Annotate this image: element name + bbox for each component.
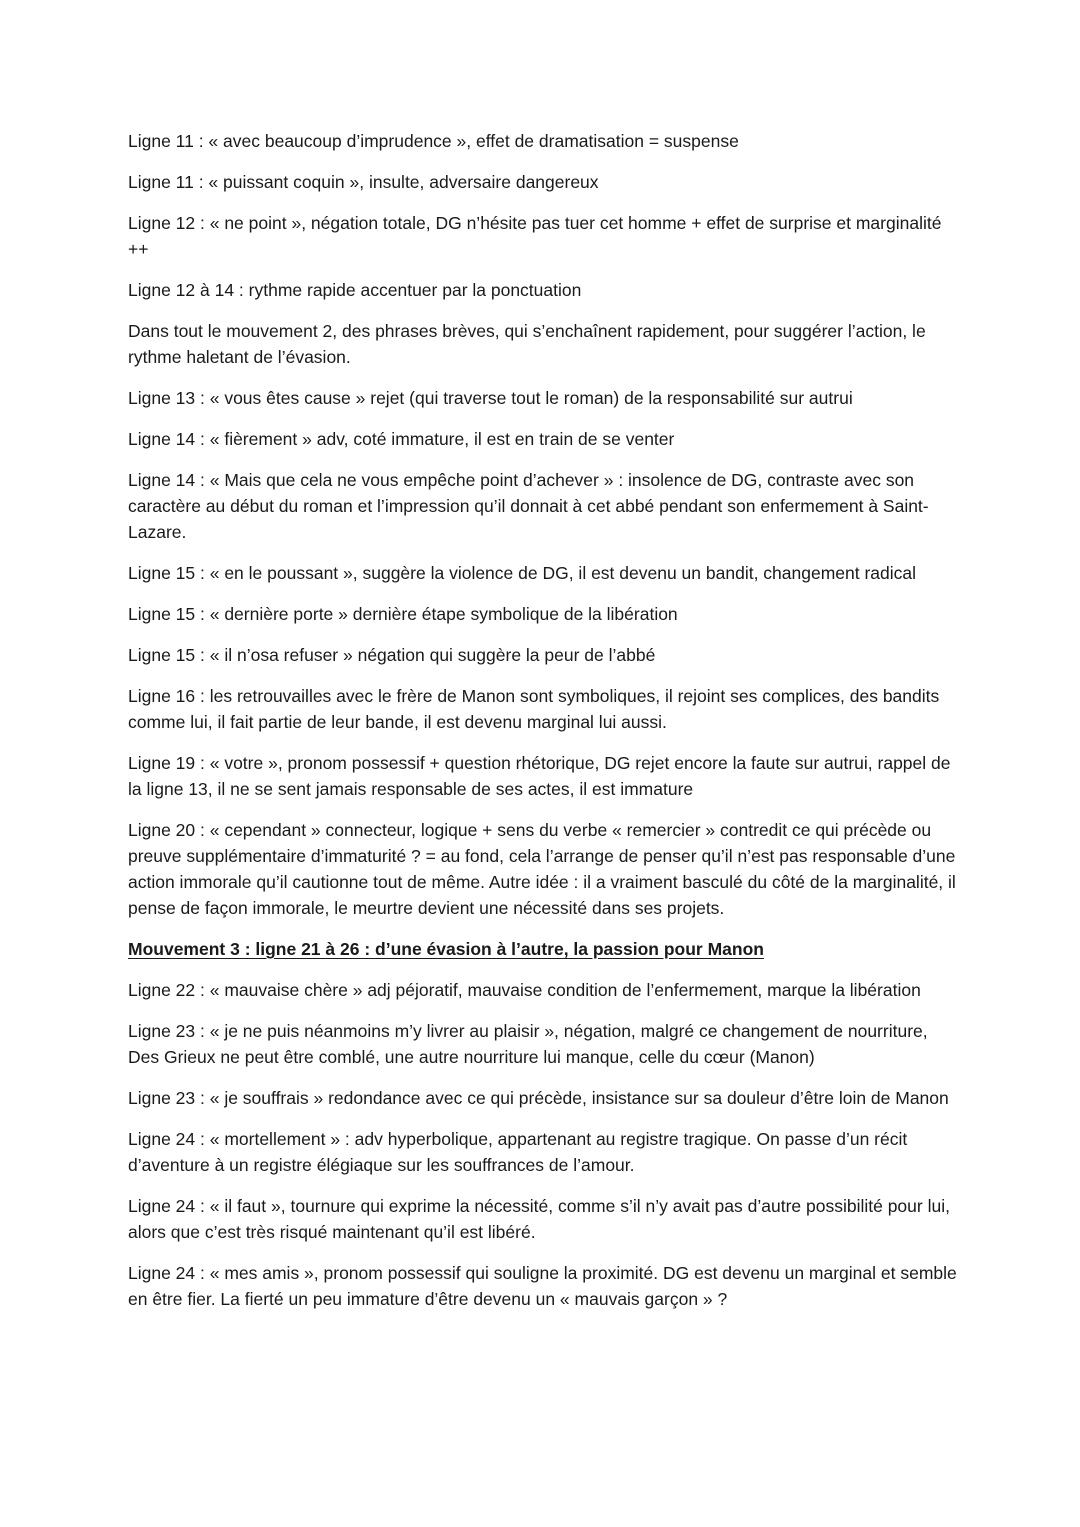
- note-line-16-retrouvailles: Ligne 16 : les retrouvailles avec le frère de Manon sont symboliques, il rejoint ses complices, des bandits comme lui, il fait partie de leur bande, il est devenu marginal lui aussi.: [128, 686, 940, 732]
- note-line-23-souffrais: Ligne 23 : « je souffrais » redondance avec ce qui précède, insistance sur sa douleur d’être loin de Manon: [128, 1088, 949, 1108]
- note-mouvement-2: Dans tout le mouvement 2, des phrases brèves, qui s’enchaînent rapidement, pour suggérer l’action, le rythme haletant de l’évasion.: [128, 321, 926, 367]
- note-line-15-porte: Ligne 15 : « dernière porte » dernière étape symbolique de la libération: [128, 604, 678, 624]
- note-line-14-achever: Ligne 14 : « Mais que cela ne vous empêche point d’achever » : insolence de DG, contraste avec son caractère au début du roman et l’impression qu’il donnait à cet abbé pendant son enfermement à Saint-Lazare.: [128, 470, 929, 542]
- note-line-14-fierement: Ligne 14 : « fièrement » adv, coté immature, il est en train de se venter: [128, 429, 675, 449]
- note-line-15-refuser: Ligne 15 : « il n’osa refuser » négation qui suggère la peur de l’abbé: [128, 645, 656, 665]
- note-line-24-mes-amis: Ligne 24 : « mes amis », pronom possessif qui souligne la proximité. DG est devenu un marginal et semble en être fier. La fierté un peu immature d’être devenu un « mauvais garçon » ?: [128, 1263, 957, 1309]
- note-line-22-chere: Ligne 22 : « mauvaise chère » adj péjoratif, mauvaise condition de l’enfermement, marque la libération: [128, 980, 921, 1000]
- note-line-12-ne-point: Ligne 12 : « ne point », négation totale, DG n’hésite pas tuer cet homme + effet de surprise et marginalité ++: [128, 213, 942, 259]
- note-line-15-poussant: Ligne 15 : « en le poussant », suggère la violence de DG, il est devenu un bandit, changement radical: [128, 563, 917, 583]
- section-heading-mouvement-3: Mouvement 3 : ligne 21 à 26 : d’une évasion à l’autre, la passion pour Manon: [128, 939, 764, 959]
- note-line-19-votre: Ligne 19 : « votre », pronom possessif + question rhétorique, DG rejet encore la faute sur autrui, rappel de la ligne 13, il ne se sent jamais responsable de ses actes, il est immature: [128, 753, 951, 799]
- note-line-24-mortellement: Ligne 24 : « mortellement » : adv hyperbolique, appartenant au registre tragique. On passe d’un récit d’aventure à un registre élégiaque sur les souffrances de l’amour.: [128, 1129, 908, 1175]
- note-line-23-plaisir: Ligne 23 : « je ne puis néanmoins m’y livrer au plaisir », négation, malgré ce changement de nourriture, Des Grieux ne peut être comblé, une autre nourriture lui manque, celle du cœur (Manon): [128, 1021, 928, 1067]
- note-line-11-coquin: Ligne 11 : « puissant coquin », insulte, adversaire dangereux: [128, 172, 599, 192]
- note-line-24-il-faut: Ligne 24 : « il faut », tournure qui exprime la nécessité, comme s’il n’y avait pas d’autre possibilité pour lui, alors que c’est très risqué maintenant qu’il est libéré.: [128, 1196, 950, 1242]
- note-line-12-14-rythme: Ligne 12 à 14 : rythme rapide accentuer par la ponctuation: [128, 280, 582, 300]
- note-line-20-cependant: Ligne 20 : « cependant » connecteur, logique + sens du verbe « remercier » contredit ce qui précède ou preuve supplémentaire d’immaturité ? = au fond, cela l’arrange de penser qu’il n’est pas responsable d’une action immorale qu’il cautionne tout de même. Autre idée : il a vraiment basculé du côté de la marginalité, il pense de façon immorale, le meurtre devient une nécessité dans ses projets.: [128, 820, 956, 918]
- note-line-11-imprudence: Ligne 11 : « avec beaucoup d’imprudence », effet de dramatisation = suspense: [128, 131, 739, 151]
- note-line-13-cause: Ligne 13 : « vous êtes cause » rejet (qui traverse tout le roman) de la responsabilité sur autrui: [128, 388, 853, 408]
- document-page: [128, 128, 958, 1327]
